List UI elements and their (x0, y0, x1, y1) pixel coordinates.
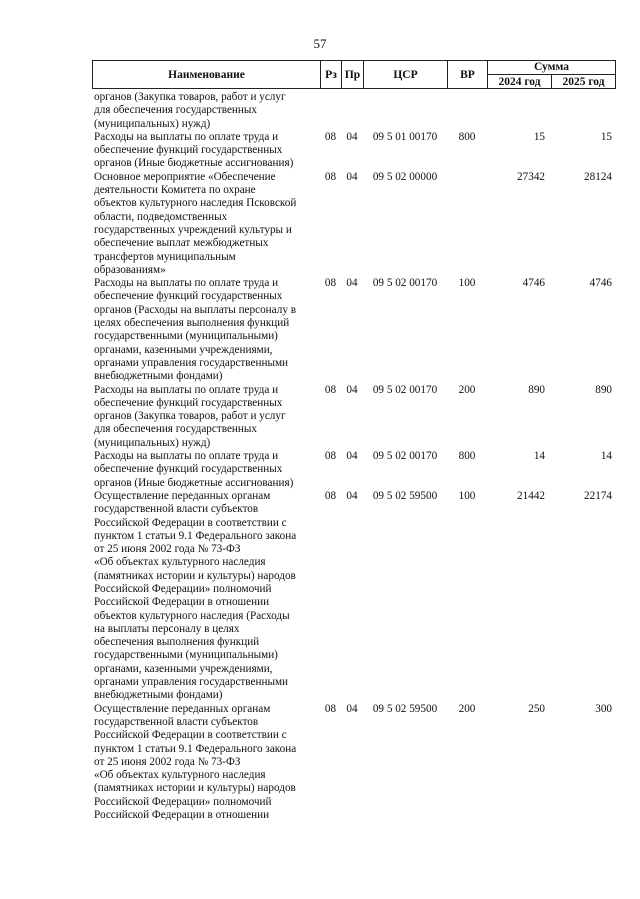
row-sum-2024: 4746 (522, 277, 545, 290)
row-name-line: деятельности Комитета по охране (94, 184, 256, 197)
row-csr: 09 5 02 00170 (372, 450, 438, 463)
row-sum-2025: 22174 (584, 489, 612, 502)
row-csr: 09 5 02 00170 (372, 383, 438, 396)
row-name-line: органами управления государственными (94, 356, 289, 369)
row-name-line: пунктом 1 статьи 9.1 Федерального закона (94, 529, 297, 542)
table-row (92, 490, 616, 703)
row-name-line: «Об объектах культурного наследия (94, 769, 266, 782)
row-csr: 09 5 02 59500 (372, 489, 438, 502)
row-name-line: органами управления государственными (94, 676, 289, 689)
row-rz: 08 (324, 383, 337, 396)
row-vr: 200 (458, 383, 476, 396)
table-header (92, 60, 616, 89)
row-name-line: (памятниках истории и культуры) народов (94, 782, 296, 795)
row-sum-2025: 890 (595, 383, 612, 396)
row-name-line: для обеспечения государственных (94, 104, 258, 117)
row-name-line: (муниципальных) нужд) (94, 117, 211, 130)
row-name-line: трансфертов муниципальным (94, 250, 236, 263)
row-pr: 04 (346, 277, 358, 290)
row-name-line: от 25 июня 2002 года № 73-ФЗ (94, 543, 241, 556)
table-row (92, 91, 616, 131)
row-pr: 04 (346, 489, 358, 502)
row-rz: 08 (324, 277, 337, 290)
header-pr: Пр (342, 61, 364, 88)
row-name-line: Российской Федерации» полномочий (94, 795, 272, 808)
row-vr (447, 91, 487, 131)
row-sum-2024: 890 (528, 383, 545, 396)
row-pr: 04 (346, 450, 358, 463)
row-name (92, 450, 320, 490)
row-csr: 09 5 02 00000 (372, 170, 438, 183)
row-vr (447, 171, 487, 277)
row-rz: 08 (324, 450, 337, 463)
row-pr: 04 (346, 383, 358, 396)
row-name (92, 703, 320, 823)
table-row (92, 384, 616, 450)
row-pr: 04 (346, 170, 358, 183)
row-name-line: «Об объектах культурного наследия (94, 556, 266, 569)
row-sum-2025: 300 (595, 702, 612, 715)
row-pr (341, 91, 363, 131)
header-year-2025: 2025 год (562, 76, 605, 88)
row-rz: 08 (324, 130, 337, 143)
row-sum-2025: 15 (600, 130, 612, 143)
header-csr: ЦСР (364, 61, 448, 88)
header-vr: ВР (448, 61, 488, 88)
row-name-line: пунктом 1 статьи 9.1 Федерального закона (94, 742, 297, 755)
row-name-line: обеспечение выплат межбюджетных (94, 237, 269, 250)
row-name-line: государственными (муниципальными) (94, 649, 278, 662)
row-name-line: (муниципальных) нужд) (94, 436, 211, 449)
row-name-line: Основное мероприятие «Обеспечение (94, 170, 276, 183)
row-pr: 04 (346, 130, 358, 143)
row-vr: 100 (458, 489, 476, 502)
row-csr: 09 5 01 00170 (372, 130, 438, 143)
row-name-line: Российской Федерации в соответствии с (94, 516, 287, 529)
row-vr: 800 (458, 130, 476, 143)
row-sum-2024: 15 (533, 130, 545, 143)
row-name-line: государственных учреждений культуры и (94, 223, 292, 236)
header-rz: Рз (321, 61, 342, 88)
table-row (92, 171, 616, 277)
row-csr: 09 5 02 00170 (372, 277, 438, 290)
row-name (92, 384, 320, 450)
row-name-line: органами, казенными учреждениями, (94, 662, 273, 675)
row-name-line: органов (Иные бюджетные ассигнования) (94, 157, 294, 170)
row-vr: 800 (458, 450, 476, 463)
row-csr (363, 91, 447, 131)
row-name-line: государственными (муниципальными) (94, 330, 278, 343)
table-row (92, 450, 616, 490)
row-name-line: Российской Федерации в отношении (94, 809, 270, 822)
row-name-line: органов (Закупка товаров, работ и услуг (94, 91, 286, 103)
row-name-line: Расходы на выплаты по оплате труда и (94, 450, 279, 463)
page-number: 57 (313, 36, 327, 51)
row-name-line: внебюджетными фондами) (94, 370, 223, 383)
header-name: Наименование (93, 61, 321, 88)
row-name (92, 91, 320, 131)
row-name-line: обеспечение функций государственных (94, 144, 283, 157)
row-sum-2024 (487, 91, 549, 131)
row-name-line: Осуществление переданных органам (94, 702, 271, 715)
row-rz (320, 91, 341, 131)
table-row (92, 277, 616, 383)
row-csr: 09 5 02 59500 (372, 702, 438, 715)
row-name-line: образованиям» (94, 263, 166, 276)
row-name-line: целях обеспечения выполнения функций (94, 317, 290, 330)
row-name-line: обеспечение функций государственных (94, 463, 283, 476)
header-year-2024: 2024 год (488, 75, 552, 89)
row-name-line: Российской Федерации в отношении (94, 596, 270, 609)
row-name-line: Расходы на выплаты по оплате труда и (94, 277, 279, 290)
row-name-line: Осуществление переданных органам (94, 489, 271, 502)
row-name-line: на выплаты персоналу в целях (94, 622, 240, 635)
row-name (92, 171, 320, 277)
table-row (92, 131, 616, 171)
row-sum-2024: 21442 (517, 489, 545, 502)
row-name (92, 490, 320, 703)
row-name-line: Расходы на выплаты по оплате труда и (94, 383, 279, 396)
row-name-line: Российской Федерации» полномочий (94, 582, 272, 595)
row-name-line: объектов культурного наследия Псковской (94, 197, 297, 210)
row-name-line: государственной власти субъектов (94, 715, 259, 728)
row-name-line: объектов культурного наследия (Расходы (94, 609, 290, 622)
row-vr: 200 (458, 702, 476, 715)
header-sum-group (488, 61, 615, 88)
row-name-line: органами, казенными учреждениями, (94, 343, 273, 356)
row-name-line: для обеспечения государственных (94, 423, 258, 436)
row-sum-2024: 27342 (517, 170, 545, 183)
row-sum-2025: 28124 (584, 170, 612, 183)
row-name-line: обеспечение функций государственных (94, 396, 283, 409)
row-name-line: органов (Закупка товаров, работ и услуг (94, 410, 286, 423)
row-rz: 08 (324, 170, 337, 183)
row-name-line: области, подведомственных (94, 210, 228, 223)
row-sum-2024: 250 (528, 702, 545, 715)
row-name-line: государственной власти субъектов (94, 503, 259, 516)
header-sum: Сумма (488, 61, 615, 75)
table-row (92, 703, 616, 823)
row-vr: 100 (458, 277, 476, 290)
row-name (92, 277, 320, 383)
row-sum-2025: 14 (600, 450, 612, 463)
row-sum-2024: 14 (533, 450, 545, 463)
row-name-line: обеспечение функций государственных (94, 290, 283, 303)
budget-table (92, 60, 616, 822)
row-name (92, 131, 320, 171)
row-sum-2025 (549, 91, 614, 131)
row-name-line: органов (Расходы на выплаты персоналу в (94, 303, 296, 316)
table-body (92, 91, 616, 822)
row-rz: 08 (324, 489, 337, 502)
row-name-line: от 25 июня 2002 года № 73-ФЗ (94, 755, 241, 768)
row-pr: 04 (346, 702, 358, 715)
row-name-line: внебюджетными фондами) (94, 689, 223, 702)
row-name-line: Российской Федерации в соответствии с (94, 729, 287, 742)
row-name-line: органов (Иные бюджетные ассигнования) (94, 476, 294, 489)
row-rz: 08 (324, 702, 337, 715)
row-sum-2025: 4746 (589, 277, 612, 290)
row-name-line: Расходы на выплаты по оплате труда и (94, 130, 279, 143)
row-name-line: (памятниках истории и культуры) народов (94, 569, 296, 582)
row-name-line: обеспечения выполнения функций (94, 636, 260, 649)
